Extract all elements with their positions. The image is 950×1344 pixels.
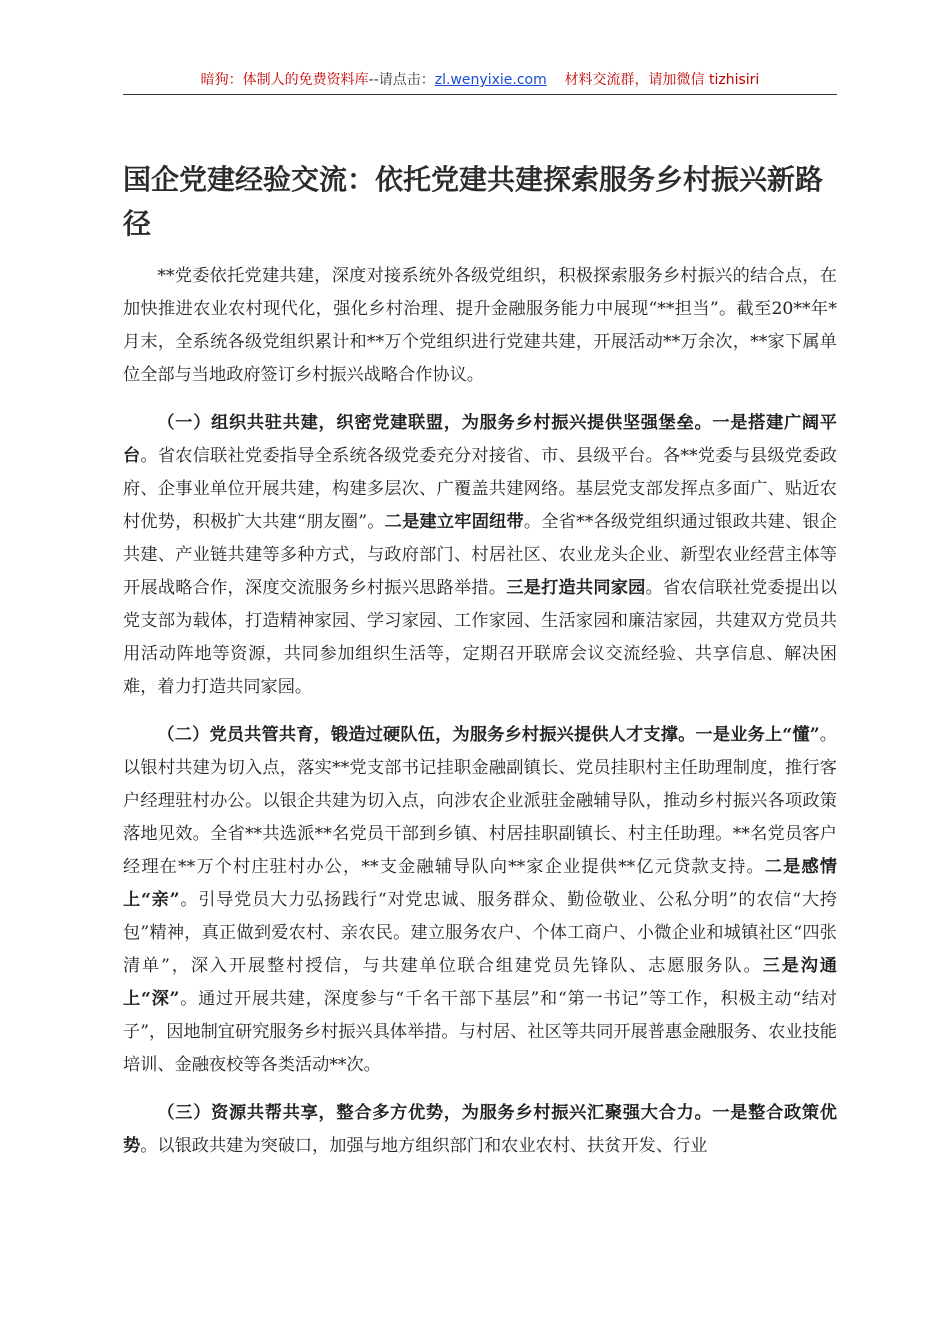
section-1-heading: （一）组织共驻共建，织密党建联盟，为服务乡村振兴提供坚强堡垒。 [157,413,713,433]
section-2-text-2: 。引导党员大力弘扬践行“对党忠诚、服务群众、勤俭敬业、公私分明”的农信“大挎包”精神，真正做到爱农村、亲农民。建立服务农户、个体工商户、小微企业和城镇社区“四张清单”，深入开展整村授信，与共建单位联合组建党员先锋队、志愿服务队。 [123,890,837,976]
header-contact: 材料交流群，请加微信 tizhisiri [564,72,760,88]
section-2-lead-1: 一是业务上“懂” [695,725,820,745]
section-1-lead-2: 二是建立牢固纽带 [384,512,524,532]
intro-paragraph: **党委依托党建共建，深度对接系统外各级党组织，积极探索服务乡村振兴的结合点，在加快推进农业农村现代化，强化乡村治理、提升金融服务能力中展现“**担当”。截至20**年*月末，全系统各级党组织累计和**万个党组织进行党建共建，开展活动**万余次，**家下属单位全部与当地政府签订乡村振兴战略合作协议。 [123,266,837,385]
section-1-text-1: 。省农信联社党委指导全系统各级党委充分对接省、市、县级平台。各**党委与县级党委政府、企事业单位开展共建，构建多层次、广覆盖共建网络。基层党支部发挥点多面广、贴近农村优势，积极扩大共建“朋友圈”。 [123,446,837,532]
section-1-lead-1: 一是搭建广阔平台 [123,413,837,466]
document-title: 国企党建经验交流：依托党建共建探索服务乡村振兴新路径 [123,163,824,240]
section-1-text-2: 。全省**各级党组织通过银政共建、银企共建、产业链共建等多种方式，与政府部门、村居社区、农业龙头企业、新型农业经营主体等开展战略合作，深度交流服务乡村振兴思路举措。 [123,512,837,598]
section-1-text-3: 。省农信联社党委提出以党支部为载体，打造精神家园、学习家园、工作家园、生活家园和廉洁家园，共建双方党员共用活动阵地等资源，共同参加组织生活等，定期召开联席会议交流经验、共享信息、解决困难，着力打造共同家园。 [123,578,837,697]
section-3-lead-1: 一是整合政策优势 [123,1103,837,1156]
document-body [123,260,837,1178]
section-2-lead-2: 二是感情上“亲” [123,857,837,910]
section-3-heading: （三）资源共帮共享，整合多方优势，为服务乡村振兴汇聚强大合力。 [157,1103,713,1123]
header-site-label: 暗狗：体制人的免费资料库 [200,72,369,88]
section-2-paragraph [123,719,837,1082]
page-header [123,68,837,95]
section-2-text-3: 。通过开展共建，深度参与“千名干部下基层”和“第一书记”等工作，积极主动“结对子”，因地制宜研究服务乡村振兴具体举措。与村居、社区等共同开展普惠金融服务、农业技能培训、金融夜校等各类活动**次。 [123,989,837,1075]
section-2-text-1: 。以银村共建为切入点，落实**党支部书记挂职金融副镇长、党员挂职村主任助理制度，推行客户经理驻村办公。以银企共建为切入点，向涉农企业派驻金融辅导队，推动乡村振兴各项政策落地见效。全省**共选派**名党员干部到乡镇、村居挂职副镇长、村主任助理。**名党员客户经理在**万个村庄驻村办公，**支金融辅导队向**家企业提供**亿元贷款支持。 [123,725,837,877]
section-2-heading: （二）党员共管共育，锻造过硬队伍，为服务乡村振兴提供人才支撑。 [157,725,696,745]
section-1-lead-3: 三是打造共同家园 [506,578,646,598]
section-3-text-1: 。以银政共建为突破口，加强与地方组织部门和农业农村、扶贫开发、行业 [140,1136,708,1156]
section-1-paragraph [123,407,837,704]
header-click-prompt: --请点击： [368,72,435,88]
section-2-lead-3: 三是沟通上“深” [123,956,837,1009]
header-url-link[interactable]: zl.wenyixie.com [434,72,547,88]
section-3-paragraph [123,1097,837,1163]
